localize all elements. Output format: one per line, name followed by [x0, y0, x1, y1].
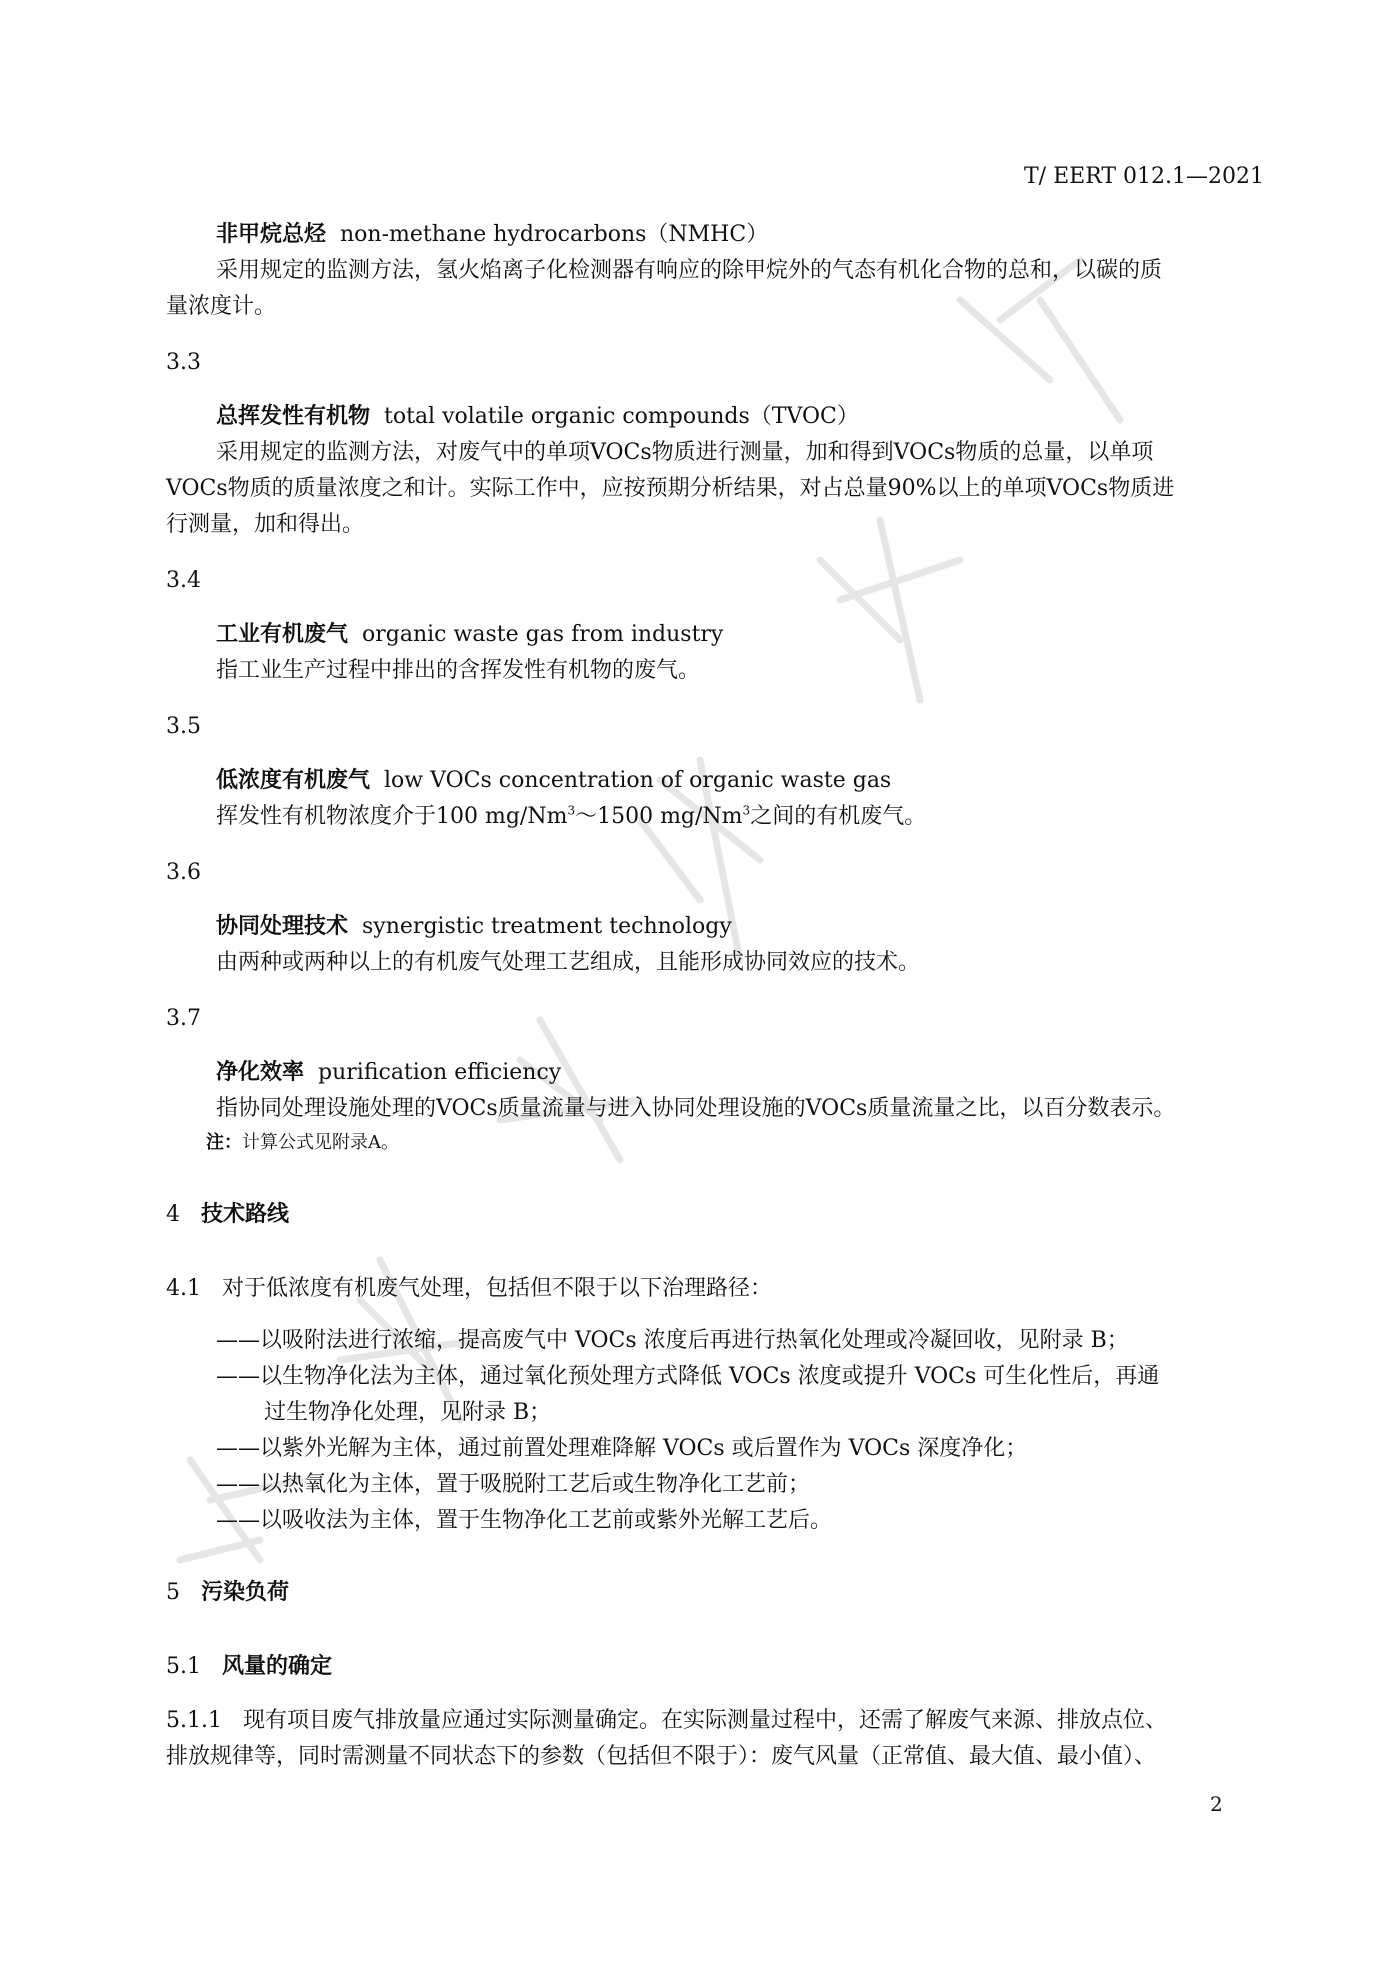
term-3-6-cn: 协同处理技术	[216, 914, 349, 939]
definition-3-2-line2: 量浓度计。	[166, 294, 277, 319]
term-3-6	[216, 916, 732, 938]
term-3-7-cn: 净化效率	[216, 1060, 305, 1085]
section-5-number: 5	[166, 1580, 180, 1605]
clause-number-3-4: 3.4	[166, 568, 201, 593]
clause-5-1-1-line1	[166, 1710, 1167, 1732]
definition-3-5-part-b: ～1500 mg/Nm	[575, 804, 743, 829]
note-label: 注：	[206, 1132, 242, 1153]
note-3-7	[206, 1134, 399, 1152]
route-item-2: ——以生物净化法为主体，通过氧化预处理方式降低 VOCs 浓度或提升 VOCs 可生化性后，再通	[216, 1364, 1160, 1389]
route-item-5: ——以吸收法为主体，置于生物净化工艺前或紫外光解工艺后。	[216, 1508, 833, 1533]
term-3-3	[216, 406, 859, 428]
superscript-3-a: 3	[567, 803, 576, 818]
definition-3-4-line1: 指工业生产过程中排出的含挥发性有机物的废气。	[216, 658, 701, 683]
definition-3-2-line1: 采用规定的监测方法，氢火焰离子化检测器有响应的除甲烷外的气态有机化合物的总和，以碳的质	[216, 258, 1163, 283]
term-3-3-en: total volatile organic compounds（TVOC）	[384, 404, 859, 429]
term-3-4-en: organic waste gas from industry	[362, 622, 724, 647]
clause-5-1-1-line2: 排放规律等，同时需测量不同状态下的参数（包括但不限于）：废气风量（正常值、最大值、最小值）、	[166, 1744, 1157, 1769]
route-item-3: ——以紫外光解为主体，通过前置处理难降解 VOCs 或后置作为 VOCs 深度净化；	[216, 1436, 1028, 1461]
section-4-heading	[166, 1204, 289, 1226]
term-3-7	[216, 1062, 561, 1084]
clause-number-3-6: 3.6	[166, 860, 201, 885]
clause-5-1-number: 5.1	[166, 1654, 201, 1679]
term-3-3-cn: 总挥发性有机物	[216, 404, 371, 429]
clause-4-1-text: 对于低浓度有机废气处理，包括但不限于以下治理路径：	[221, 1276, 772, 1301]
clause-5-1-1-number: 5.1.1	[166, 1708, 222, 1733]
term-3-7-en: purification efficiency	[318, 1060, 562, 1085]
clause-5-1-1-text: 现有项目废气排放量应通过实际测量确定。在实际测量过程中，还需了解废气来源、排放点位、	[242, 1708, 1167, 1733]
route-item-1: ——以吸附法进行浓缩，提高废气中 VOCs 浓度后再进行热氧化处理或冷凝回收，见附录 B；	[216, 1328, 1129, 1353]
term-3-2	[216, 224, 768, 246]
definition-3-3-line3: 行测量，加和得出。	[166, 512, 365, 537]
term-3-5-en: low VOCs concentration of organic waste gas	[384, 768, 892, 793]
term-3-2-en: non-methane hydrocarbons（NMHC）	[340, 222, 769, 247]
definition-3-3-line2: VOCs物质的质量浓度之和计。实际工作中，应按预期分析结果，对占总量90%以上的单项VOCs物质进	[166, 476, 1175, 501]
clause-number-3-5: 3.5	[166, 714, 201, 739]
note-text: 计算公式见附录A。	[242, 1132, 399, 1153]
superscript-3-b: 3	[742, 803, 751, 818]
term-3-4-cn: 工业有机废气	[216, 622, 349, 647]
definition-3-5-part-a: 挥发性有机物浓度介于100 mg/Nm	[216, 804, 568, 829]
definition-3-3-line1: 采用规定的监测方法，对废气中的单项VOCs物质进行测量，加和得到VOCs物质的总量，以单项	[216, 440, 1154, 465]
section-4-number: 4	[166, 1202, 180, 1227]
route-item-2-cont: 过生物净化处理，见附录 B；	[264, 1400, 552, 1425]
term-3-5-cn: 低浓度有机废气	[216, 768, 371, 793]
term-3-2-cn: 非甲烷总烃	[216, 222, 327, 247]
definition-3-5-line1	[216, 803, 927, 829]
term-3-5	[216, 770, 891, 792]
definition-3-5-part-c: 之间的有机废气。	[750, 804, 927, 829]
clause-5-1-title: 风量的确定	[221, 1654, 332, 1679]
clause-4-1	[166, 1278, 772, 1300]
definition-3-7-line1: 指协同处理设施处理的VOCs质量流量与进入协同处理设施的VOCs质量流量之比，以百分数表示。	[216, 1096, 1176, 1121]
term-3-4	[216, 624, 723, 646]
route-item-4: ——以热氧化为主体，置于吸脱附工艺后或生物净化工艺前；	[216, 1472, 811, 1497]
clause-number-3-7: 3.7	[166, 1006, 201, 1031]
term-3-6-en: synergistic treatment technology	[362, 914, 732, 939]
definition-3-6-line1: 由两种或两种以上的有机废气处理工艺组成，且能形成协同效应的技术。	[216, 950, 921, 975]
section-5-heading	[166, 1582, 289, 1604]
clause-5-1-heading	[166, 1656, 332, 1678]
section-5-title: 污染负荷	[200, 1580, 289, 1605]
document-code: T/ EERT 012.1—2021	[1024, 164, 1265, 189]
clause-4-1-number: 4.1	[166, 1276, 201, 1301]
clause-number-3-3: 3.3	[166, 350, 201, 375]
page-number: 2	[1210, 1792, 1223, 1816]
section-4-title: 技术路线	[200, 1202, 289, 1227]
